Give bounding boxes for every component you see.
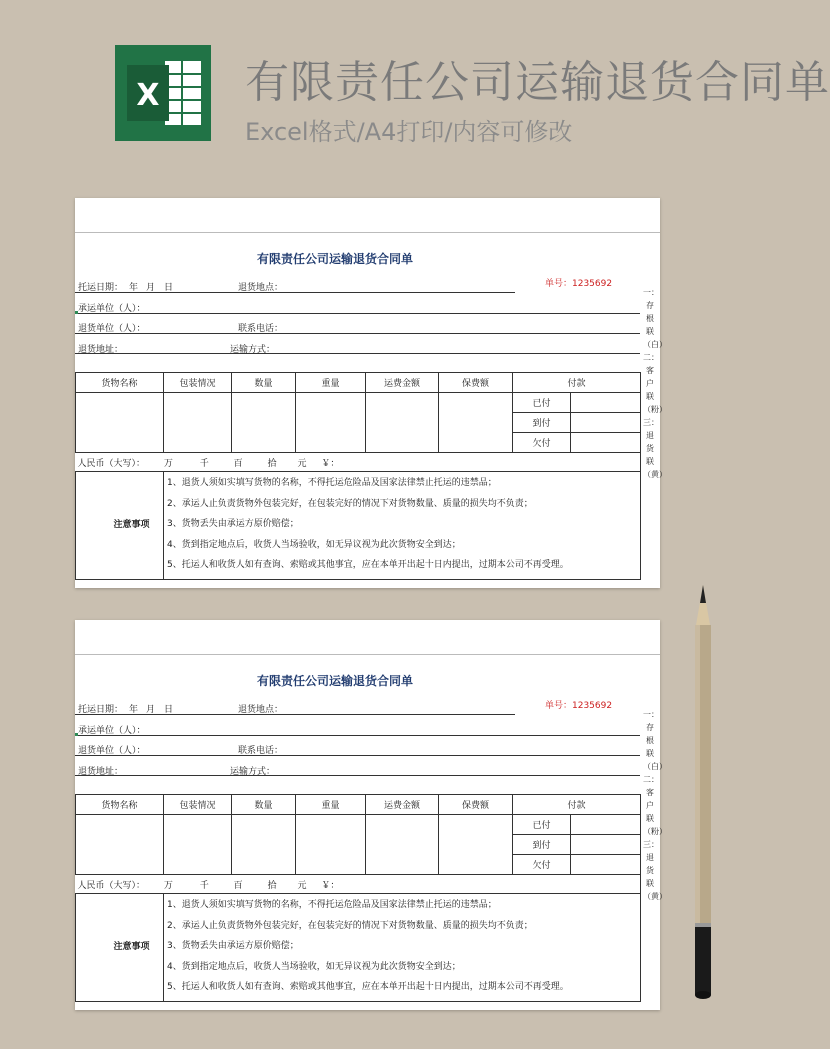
- note-item: 2、承运人止负责货物外包装完好，在包装完好的情况下对货物数量、质量的损失均不负责；: [167, 498, 533, 509]
- return-place-label: 退货地点：: [238, 283, 284, 293]
- date-label: 托运日期：: [78, 283, 124, 293]
- col-packaging: 包装情况: [164, 795, 232, 815]
- rmb-unit: ￥：: [321, 458, 340, 469]
- note-item: 3、货物丢失由承运方原价赔偿；: [167, 941, 299, 951]
- payment-paid: 已付: [513, 815, 571, 835]
- order-number: 单号：1235692: [545, 279, 613, 289]
- excel-icon: [115, 45, 211, 141]
- form-title: 有限责任公司运输退货合同单: [256, 252, 413, 266]
- note-item: 4、货到指定地点后，收货人当场验收，如无异议视为此次货物安全到达；: [167, 961, 461, 972]
- col-insurance: 保费额: [439, 373, 513, 393]
- col-insurance: 保费额: [439, 795, 513, 815]
- rmb-unit: 万: [163, 880, 173, 891]
- phone-label: 联系电话：: [238, 746, 284, 756]
- returner-label: 退货单位（人）：: [78, 324, 146, 334]
- phone-label: 联系电话：: [238, 324, 284, 334]
- col-packaging: 包装情况: [164, 373, 232, 393]
- date-month: 月: [146, 283, 156, 293]
- payment-paid-cell[interactable]: [571, 393, 641, 413]
- date-day: 日: [164, 705, 174, 715]
- payment-on-arrival-cell[interactable]: [571, 835, 641, 855]
- return-place-label: 退货地点：: [238, 705, 284, 715]
- date-day: 日: [164, 283, 174, 293]
- col-weight: 重量: [296, 373, 366, 393]
- col-weight: 重量: [296, 795, 366, 815]
- rmb-unit: 千: [199, 458, 209, 469]
- carrier-label: 承运单位（人）：: [78, 304, 146, 314]
- rmb-unit: 元: [297, 880, 307, 891]
- copy-legend: 一：存根联（白）二：客户联（粉）三：退货联（黄）: [643, 710, 667, 901]
- banner-title: 有限责任公司运输退货合同单: [245, 57, 830, 108]
- return-address-label: 退货地址：: [78, 345, 124, 355]
- payment-paid-cell[interactable]: [571, 815, 641, 835]
- goods-table: [75, 794, 641, 1002]
- form-sheet-1: [75, 198, 667, 588]
- transport-label: 运输方式：: [230, 767, 276, 777]
- note-item: 1、退货人须如实填写货物的名称，不得托运危险品及国家法律禁止托运的违禁品；: [167, 478, 497, 488]
- col-freight: 运费金额: [366, 795, 439, 815]
- payment-owed: 欠付: [513, 433, 571, 453]
- returner-label: 退货单位（人）：: [78, 746, 146, 756]
- note-item: 5、托运人和收货人如有查询、索赔或其他事宜，应在本单开出起十日内提出，过期本公司不再受理。: [167, 982, 569, 992]
- rmb-unit: 千: [199, 880, 209, 891]
- form-title: 有限责任公司运输退货合同单: [256, 674, 413, 688]
- rmb-unit: 元: [297, 458, 307, 469]
- notes-row: [76, 472, 641, 580]
- table-row: [76, 815, 641, 835]
- rmb-unit: 拾: [267, 458, 277, 469]
- col-goods-name: 货物名称: [76, 795, 164, 815]
- date-month: 月: [146, 705, 156, 715]
- notes-list: [164, 472, 641, 580]
- rmb-row: [76, 453, 641, 472]
- rmb-label: 人民币（大写）：: [77, 458, 146, 469]
- note-item: 4、货到指定地点后，收货人当场验收，如无异议视为此次货物安全到达；: [167, 539, 461, 550]
- table-header-row: [76, 373, 641, 393]
- col-goods-name: 货物名称: [76, 373, 164, 393]
- notes-row: [76, 894, 641, 1002]
- date-year: 年: [129, 283, 139, 293]
- goods-table: [75, 372, 641, 580]
- rmb-unit: 百: [233, 880, 243, 891]
- table-row: [76, 393, 641, 413]
- payment-owed-cell[interactable]: [571, 433, 641, 453]
- banner-subtitle: Excel格式/A4打印/内容可修改: [245, 118, 573, 146]
- order-number: 单号：1235692: [545, 701, 613, 711]
- notes-title: 注意事项: [76, 894, 164, 1002]
- form-sheet-2: [75, 620, 667, 1010]
- rmb-label: 人民币（大写）：: [77, 880, 146, 891]
- col-payment: 付款: [513, 795, 641, 815]
- col-freight: 运费金额: [366, 373, 439, 393]
- payment-on-arrival: 到付: [513, 835, 571, 855]
- payment-owed: 欠付: [513, 855, 571, 875]
- rmb-unit: ￥：: [321, 880, 340, 891]
- payment-owed-cell[interactable]: [571, 855, 641, 875]
- carrier-label: 承运单位（人）：: [78, 726, 146, 736]
- payment-on-arrival: 到付: [513, 413, 571, 433]
- payment-paid: 已付: [513, 393, 571, 413]
- note-item: 1、退货人须如实填写货物的名称，不得托运危险品及国家法律禁止托运的违禁品；: [167, 900, 497, 910]
- rmb-unit: 万: [163, 458, 173, 469]
- col-payment: 付款: [513, 373, 641, 393]
- rmb-row: [76, 875, 641, 894]
- pencil-icon: [690, 585, 716, 1005]
- note-item: 5、托运人和收货人如有查询、索赔或其他事宜，应在本单开出起十日内提出，过期本公司不再受理。: [167, 560, 569, 570]
- notes-list: [164, 894, 641, 1002]
- date-label: 托运日期：: [78, 705, 124, 715]
- payment-on-arrival-cell[interactable]: [571, 413, 641, 433]
- table-header-row: [76, 795, 641, 815]
- copy-legend: 一：存根联（白）二：客户联（粉）三：退货联（黄）: [643, 288, 667, 479]
- col-quantity: 数量: [232, 795, 296, 815]
- col-quantity: 数量: [232, 373, 296, 393]
- date-year: 年: [129, 705, 139, 715]
- svg-text:X: X: [136, 78, 160, 113]
- notes-title: 注意事项: [76, 472, 164, 580]
- note-item: 2、承运人止负责货物外包装完好，在包装完好的情况下对货物数量、质量的损失均不负责；: [167, 920, 533, 931]
- rmb-unit: 拾: [267, 880, 277, 891]
- transport-label: 运输方式：: [230, 345, 276, 355]
- return-address-label: 退货地址：: [78, 767, 124, 777]
- note-item: 3、货物丢失由承运方原价赔偿；: [167, 519, 299, 529]
- rmb-unit: 百: [233, 458, 243, 469]
